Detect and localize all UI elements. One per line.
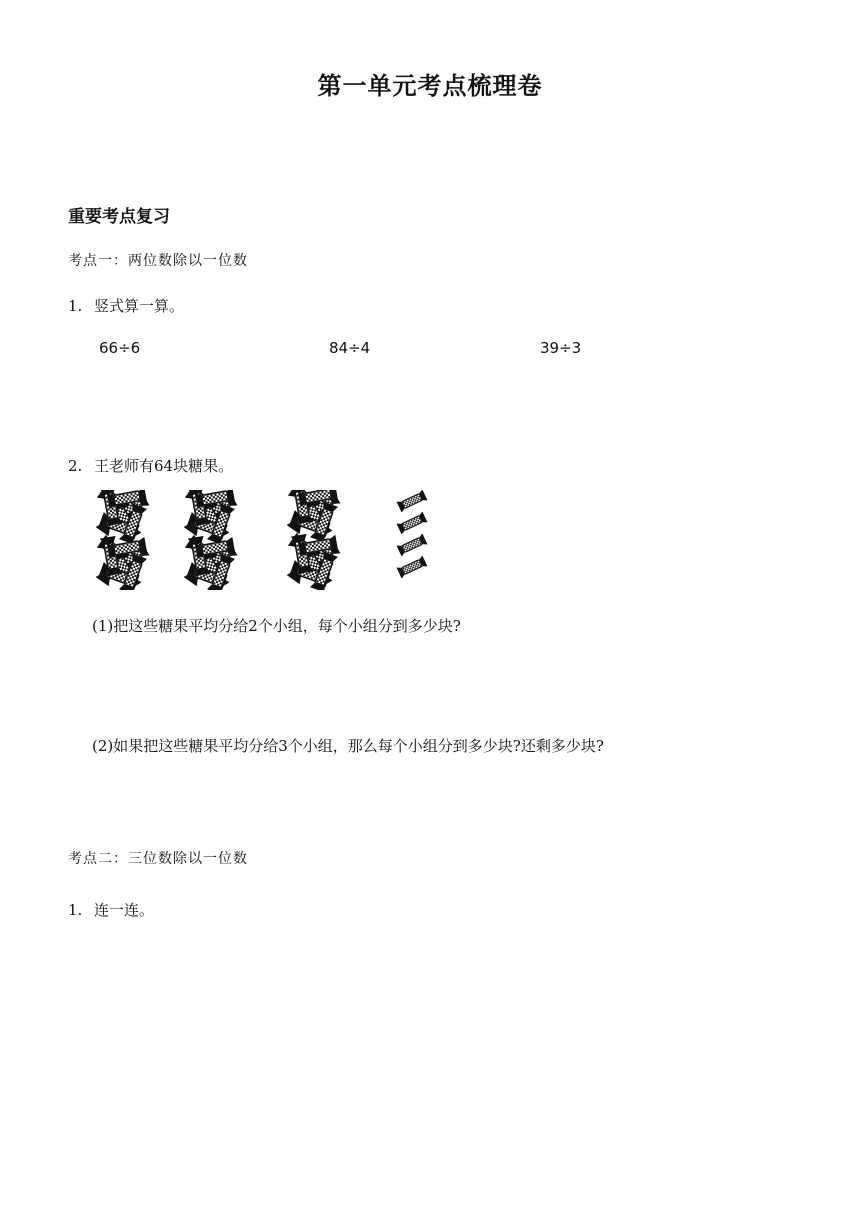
- question-number: 1.: [68, 297, 83, 315]
- question-text: 竖式算一算。: [94, 297, 185, 315]
- question-number: 1.: [68, 901, 83, 919]
- subquestion-1: (1)把这些糖果平均分给2个小组，每个小组分到多少块?: [92, 617, 461, 635]
- expression-2: 84÷4: [329, 339, 371, 357]
- point2-heading: 考点二：三位数除以一位数: [68, 851, 248, 867]
- page-title: 第一单元考点梳理卷: [317, 72, 543, 100]
- point2-question1: [68, 899, 154, 920]
- question-text: 王老师有64块糖果。: [94, 457, 234, 475]
- question-text: 连一连。: [94, 901, 155, 919]
- section-heading: 重要考点复习: [68, 207, 170, 227]
- candy-icon: [95, 490, 435, 590]
- question-number: 2.: [68, 457, 83, 475]
- point1-question1: [68, 295, 184, 316]
- point1-heading: 考点一：两位数除以一位数: [68, 253, 248, 269]
- expression-3: 39÷3: [540, 339, 582, 357]
- subquestion-2: (2)如果把这些糖果平均分给3个小组，那么每个小组分到多少块?还剩多少块?: [92, 737, 604, 755]
- point1-question2: [68, 455, 233, 476]
- expression-1: 66÷6: [99, 339, 141, 357]
